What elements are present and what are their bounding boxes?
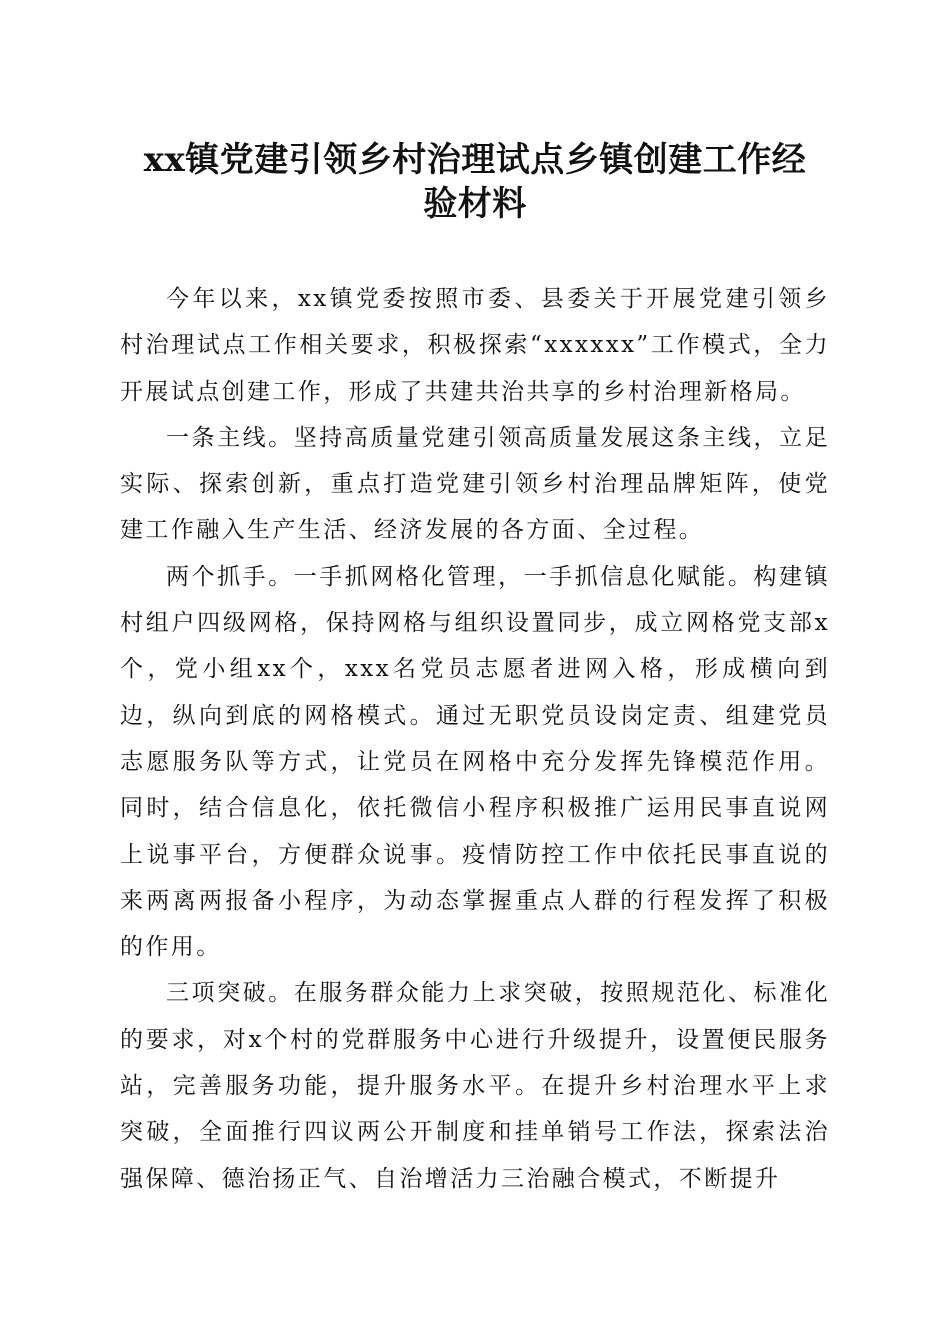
title-line-1: xx镇党建引领乡村治理试点乡镇创建工作经: [143, 140, 807, 180]
paragraph-three-breakthroughs: 三项突破。在服务群众能力上求突破，按照规范化、标准化的要求，对x个村的党群服务中心进行升级提升，设置便民服务站，完善服务功能，提升服务水平。在提升乡村治理水平上求突破，全面推行四议两公开制度和挂单销号工作法，探索法治强保障、德治扬正气、自治增活力三治融合模式，不断提升: [120, 980, 830, 1192]
document-body: [120, 276, 830, 1202]
document-title: [100, 138, 850, 226]
paragraph-one-main-line: 一条主线。坚持高质量党建引领高质量发展这条主线，立足实际、探索创新，重点打造党建引领乡村治理品牌矩阵，使党建工作融入生产生活、经济发展的各方面、全过程。: [120, 424, 830, 544]
paragraph-two-grips: 两个抓手。一手抓网格化管理，一手抓信息化赋能。构建镇村组户四级网格，保持网格与组织设置同步，成立网格党支部x个，党小组xx个，xxx名党员志愿者进网入格，形成横向到边，纵向到底的网格模式。通过无职党员设岗定责、组建党员志愿服务队等方式，让党员在网格中充分发挥先锋模范作用。同时，结合信息化，依托微信小程序积极推广运用民事直说网上说事平台，方便群众说事。疫情防控工作中依托民事直说的来两离两报备小程序，为动态掌握重点人群的行程发挥了积极的作用。: [120, 563, 830, 961]
paragraph-intro: 今年以来，xx镇党委按照市委、县委关于开展党建引领乡村治理试点工作相关要求，积极探索“xxxxxx”工作模式，全力开展试点创建工作，形成了共建共治共享的乡村治理新格局。: [120, 286, 830, 405]
title-line-2: 验材料: [423, 184, 527, 224]
